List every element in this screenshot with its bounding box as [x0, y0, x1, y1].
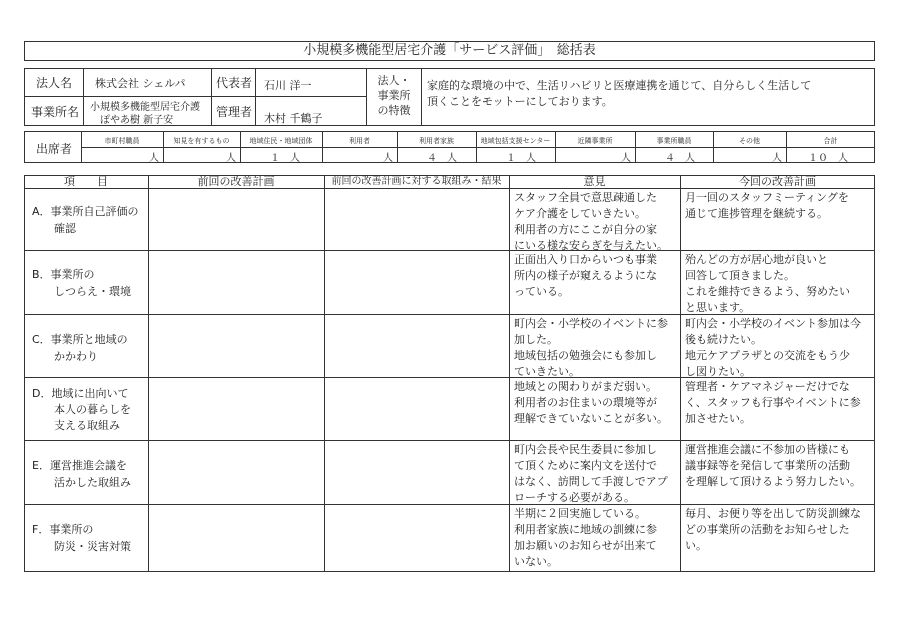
office-name-line1: 小規模多機能型居宅介護: [90, 102, 200, 113]
feature-label: 法人・ 事業所 の特徴: [377, 74, 411, 117]
row-a-item: A．事業所自己評価の 確認: [32, 205, 139, 235]
attendance-col-family: 利用者家族: [419, 137, 454, 145]
row-c-item: C．事業所と地域の かかわり: [32, 333, 128, 363]
manager-name: 木村 千鶴子: [264, 112, 323, 125]
manager-label: 管理者: [216, 105, 253, 119]
row-d-opinion: 地域との関わりがまだ弱い。 利用者のお住まいの環境等が 理解できていないことが多い。: [514, 380, 668, 425]
row-e-plan: 運営推進会議に不参加の皆様にも 議事録等を発信して事業所の活動 を理解して頂けるよう努力したい。: [685, 443, 861, 488]
row-b-plan: 殆んどの方が居心地が良いと 回答して頂きました。 これを維持できるよう、努めたい と思います。: [685, 253, 850, 314]
header-result: 前回の改善計画に対する取組み・結果: [331, 176, 502, 187]
corp-label: 法人名: [36, 76, 73, 90]
row-f-item: F．事業所の 防災・災害対策: [32, 523, 131, 553]
office-label: 事業所名: [31, 105, 80, 119]
header-item: 項 目: [64, 175, 108, 188]
header-plan: 今回の改善計画: [739, 175, 816, 188]
title-box: [24, 41, 875, 61]
row-c-plan: 町内会・小学校のイベント参加は今 後も続けたい。 地元ケアプラザとの交流をもう少 し図りたい。: [685, 317, 861, 378]
attendance-col-residents: 地域住民・地域団体: [249, 137, 313, 145]
feature-text: 家庭的な環境の中で、生活リハビリと医療連携を通じて、自分らしく生活して 頂くことをモットーにしております。: [427, 79, 812, 108]
attendance-val-staff: ４ 人: [665, 153, 695, 164]
attendance-val-expert: 人: [226, 153, 236, 164]
header-opinion: 意見: [583, 175, 606, 188]
page-title: 小規模多機能型居宅介護「サービス評価」 総括表: [303, 43, 596, 58]
row-a-opinion: スタッフ全員で意思疎通した ケア介護をしていきたい。 利用者の方にここが自分の家 にいる様な安らぎを与えたい。: [514, 191, 668, 252]
row-d-plan: 管理者・ケアマネジャーだけでな く、スタッフも行事やイベントに参 加させたい。: [685, 380, 861, 425]
attendance-val-total: １０ 人: [808, 153, 848, 164]
attendance-col-city: 市町村職員: [104, 137, 140, 145]
row-c-opinion: 町内会・小学校のイベントに参 加した。 地域包括の勉強会にも参加し ていきたい。: [514, 317, 668, 378]
row-b-opinion: 正面出入り口からいつも事業 所内の様子が窺えるようにな っている。: [514, 253, 657, 298]
office-name-line2: ぽやあ樹 新子安: [100, 115, 174, 126]
row-e-item: E．運営推進会議を 活かした取組み: [32, 459, 131, 489]
attendance-val-nearby: 人: [621, 153, 631, 164]
row-e-opinion: 町内会長や民生委員に参加し て頂くために案内文を送付で はなく、訪問して手渡しでアプ ローチする必要がある。: [514, 443, 668, 504]
attendance-col-nearby: 近隣事業所: [577, 137, 613, 145]
attendance-val-residents: １ 人: [270, 153, 300, 164]
header-prev-plan: 前回の改善計画: [197, 175, 275, 188]
attendance-val-center: １ 人: [506, 153, 536, 164]
row-f-plan: 毎月、お便り等を出して防災訓練な どの事業所の活動をお知らせした い。: [685, 507, 861, 552]
attendance-val-family: ４ 人: [427, 153, 457, 164]
attendance-col-expert: 知見を有するもの: [173, 137, 230, 145]
attendance-val-users: 人: [383, 153, 393, 164]
row-b-item: B．事業所の しつらえ・環境: [32, 268, 131, 298]
attendance-val-other: 人: [772, 153, 782, 164]
row-a-plan: 月一回のスタッフミーティングを 通じて進捗管理を継続する。: [685, 191, 849, 220]
attendance-col-other: その他: [739, 137, 760, 145]
corp-name: 株式会社 シェルパ: [95, 77, 186, 90]
attendance-label: 出席者: [36, 142, 73, 156]
rep-name: 石川 洋一: [264, 79, 312, 92]
attendance-col-users: 利用者: [349, 137, 370, 145]
row-d-item: D．地域に出向いて 本人の暮らしを 支える取組み: [32, 387, 131, 432]
rep-label: 代表者: [216, 76, 253, 90]
row-f-opinion: 半期に２回実施している。 利用者家族に地域の訓練に参 加お願いのお知らせが出来て いない。: [514, 507, 657, 568]
attendance-col-center: 地域包括支援センター: [480, 137, 551, 145]
attendance-col-staff: 事業所職員: [656, 137, 692, 145]
attendance-col-total: 合計: [823, 137, 838, 145]
attendance-val-city: 人: [149, 153, 159, 164]
